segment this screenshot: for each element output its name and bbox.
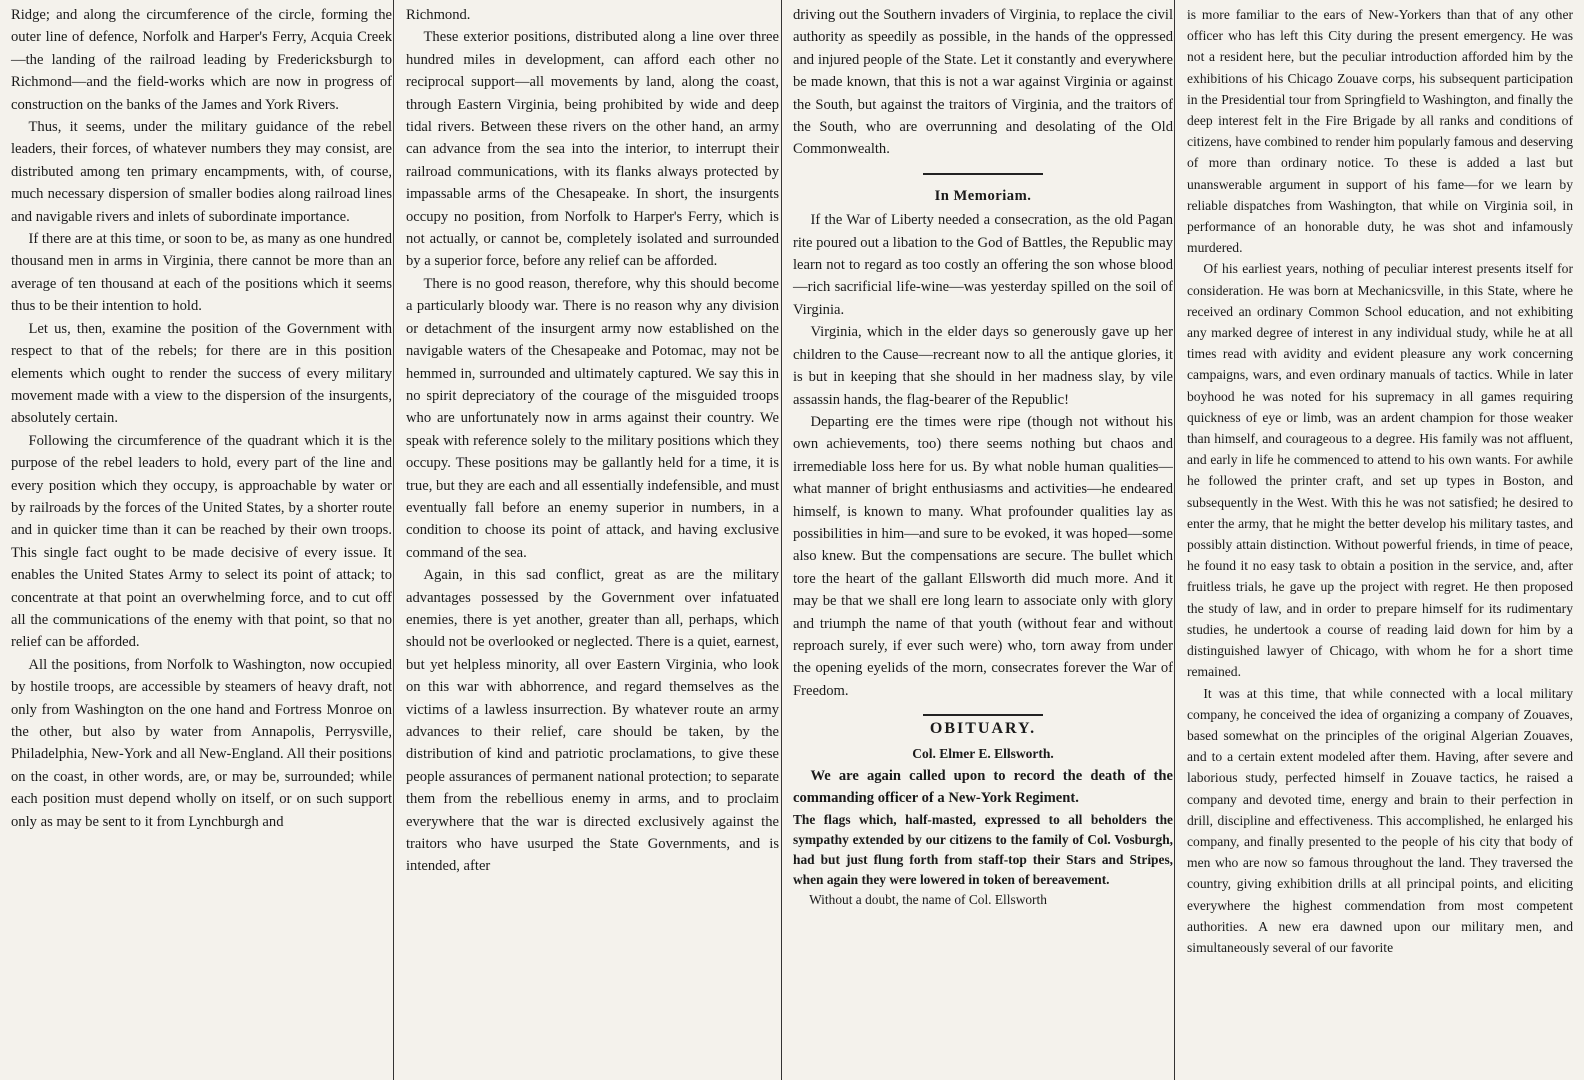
obituary-subhead: Col. Elmer E. Ellsworth.	[912, 745, 1054, 761]
paragraph: Thus, it seems, under the military guidance of the rebel leaders, their forces, of whatever numbers they may consist, are distributed among ten primary encampments, with, of course, much necessary dispersion of smaller bodies along railroad lines and navigable rivers and inlets of subordinate importance.	[11, 119, 392, 225]
paragraph: If there are at this time, or soon to be, as many as one hundred thousand men in arms in Virginia, there cannot be more than an average of ten thousand at each of the positions which it seems thus to be their intention to hold.	[11, 231, 392, 315]
paragraph: Virginia, which in the elder days so generously gave up her children to the Cause—recreant now to all the antique glories, it is but in keeping that she should in her madness slay, by vile assassin hands, the flag-bearer of the Republic!	[793, 324, 1173, 408]
paragraph: is more familiar to the ears of New-Yorkers than that of any other officer who has left this City during the present emergency. He was not a resident here, but the peculiar introduction afforded him by the exhibitions of his Chicago Zouave corps, his subsequent participation in the Presidential tour from Springfield to Washington, and finally the deep interest felt in the Fire Brigade by all ranks and conditions of citizens, have combined to render him popularly famous and deserving of more than ordinary notice. To these is added a last but unanswerable argument in support of his fame—for we learn by reliable dispatches from Washington, that while on Virginia soil, in performance of an honorable duty, he was shot and infamously murdered.	[1187, 7, 1573, 256]
paragraph: Without a doubt, the name of Col. Ellsworth	[809, 891, 1047, 907]
paragraph: Richmond.	[406, 7, 471, 23]
column-4	[1180, 0, 1580, 1080]
paragraph: These exterior positions, distributed along a line over three hundred miles in development, can afford each other no reciprocal support—all movements by land, along the coast, through Eastern Virginia, being prohibited by wide and deep tidal rivers. Between these rivers on the other hand, an army can advance from the sea into the interior, to interrupt their railroad communications, with its flanks always protected by impassable arms of the Chesapeake. In short, the insurgents occupy no position, from Norfolk to Harper's Ferry, which is not actually, or cannot be, completely isolated and surrounded by a superior force, before any relief can be afforded.	[406, 29, 779, 270]
column-3	[786, 0, 1180, 1080]
section-rule	[923, 714, 1043, 716]
paragraph: driving out the Southern invaders of Virginia, to replace the civil authority as speedily as possible, in the hands of the oppressed and injured people of the State. Let it constantly and everywhere be made known, that this is not a war against Virginia or against the South, but against the traitors of Virginia, and the traitors of the South, who are overrunning and desolating of the Old Commonwealth.	[793, 7, 1173, 158]
paragraph: Let us, then, examine the position of the Government with respect to that of the rebels; for there are in this position elements which ought to render the success of every military movement made with a view to the dispersion of the insurgents, absolutely certain.	[11, 320, 392, 427]
paragraph: All the positions, from Norfolk to Washington, now occupied by hostile troops, are accessible by steamers of heavy draft, not only from Washington on the one hand and Fortress Monroe on the other, but also by water from Annapolis, Perrysville, Philadelphia, New-York and all New-England. All their positions on the coast, in other words, are, or may be, surrounded; while each position must depend wholly on itself, or on such support only as may be sent to it from Lynchburgh and	[11, 656, 392, 830]
column-divider	[781, 0, 782, 1080]
paragraph: There is no good reason, therefore, why this should become a particularly bloody war. There is no reason why any division or detachment of the insurgent army now established on the navigable waters of the Chesapeake and Potomac, may not be hemmed in, surrounded and ultimately captured. We say this in no spirit depreciatory of the courage of the misguided troops who are unfortunately now in arms against their country. We speak with reference solely to the military positions which they occupy. These positions may be gallantly held for a time, it is true, but they are each and all essentially indefensible, and must eventually fall before an enemy superior in numbers, in a condition to choose its point of attack, and having exclusive command of the sea.	[406, 275, 779, 561]
paragraph: It was at this time, that while connected with a local military company, he conceived the idea of organizing a company of Zouaves, based somewhat on the principles of the original Algerian Zouaves, and to a certain extent modeled after them. Having, after severe and laborious study, perfected himself in Zouave tactics, he raised a company and devoted time, energy and brain to their perfection in drill, discipline and effectiveness. This accomplished, he enlarged his company, and finally presented to the people of his city that body of men who are now so famous throughout the land. They traversed the country, giving exhibition drills at all principal points, and eliciting everywhere the highest commendation from most competent authorities. A new era dawned upon our military men, and simultaneously several of our favorite	[1187, 685, 1573, 955]
column-1	[4, 0, 399, 1080]
paragraph: If the War of Liberty needed a consecration, as the old Pagan rite poured out a libation to the God of Battles, the Republic may learn not to regard as too costly an offering the son whose blood—rich sacrificial life-wine—was yesterday spilled on the soil of Virginia.	[793, 212, 1173, 318]
paragraph: Of his earliest years, nothing of peculiar interest presents itself for consideration. He was born at Mechanicsville, in this State, where he received an ordinary Common School education, and not exhibiting any marked degree of interest in any individual study, while he at all times read with avidity and evident pleasure any work concerning campaigns, wars, and even ordinary manuals of tactics. While in later boyhood he was noted for his supremacy in all games requiring quickness of eye or limb, was an ardent champion for those weaker than himself, and courageous to a degree. His family was not affluent, and early in life he commenced to attend to his own wants. For awhile he followed the printer craft, and set up types in Boston, and subsequently in the West. With this he was not satisfied; he desired to enter the army, that he might the better develop his military tastes, and possibly attain distinction. Without powerful friends, in time of peace, he found it no easy task to obtain a position in the service, and, after fruitless trials, he gave up the project with regret. He then proposed the study of law, and in order to prepare himself for its rudimentary studies, he undertook a course of reading laid down for him by a distinguished lawyer of Chicago, with whom he for a short time remained.	[1187, 261, 1573, 680]
paragraph: Again, in this sad conflict, great as are the military advantages possessed by the Government over infatuated enemies, there is yet another, greater than all, perhaps, which should not be overlooked or neglected. There is a quiet, earnest, but yet helpless minority, all over Eastern Virginia, who look on this war with abhorrence, and regard themselves as the victims of a lawless insurrection. By whatever route an army advances to their relief, care should be taken, by the distribution of kind and patriotic proclamations, to give these people assurances of permanent national protection; to separate them from the rebellious enemy in arms, and to proclaim everywhere that the war is directed exclusively against the traitors who have usurped the State Governments, and is intended, after	[406, 567, 779, 875]
section-rule	[923, 173, 1043, 175]
column-divider	[393, 0, 394, 1080]
memoriam-heading: In Memoriam.	[934, 187, 1032, 204]
paragraph: Ridge; and along the circumference of the circle, forming the outer line of defence, Norfolk and Harper's Ferry, Acquia Creek—the landing of the railroad leading by Fredericksburgh to Richmond—and the field-works which are now in progress of construction on the banks of the James and York Rivers.	[11, 7, 392, 113]
paragraph: Departing ere the times were ripe (though not without his own achievements, too) there seems nothing but chaos and irremediable loss here for us. By what noble human qualities—what manner of bright enthusiasms and activities—he endeared himself, is known to many. What profounder qualities lay as possibilities in him—and sure to be evoked, it was hoped—some also knew. But the compensations are secure. The bullet which tore the heart of the gallant Ellsworth did much more. And it may be that we shall ere long learn to associate only with glory and triumph the name of that youth (without fear and without reproach surely, if ever such were) who, torn away from under the opening eyelids of the morn, consecrates forever the War of Freedom.	[793, 413, 1173, 699]
paragraph: The flags which, half-masted, expressed to all beholders the sympathy extended by our citizens to the family of Col. Vosburgh, had but just flung forth from staff-top their Stars and Stripes, when again they were lowered in token of bereavement.	[793, 811, 1173, 887]
paragraph: Following the circumference of the quadrant which it is the purpose of the rebel leaders to hold, every part of the line and every position which they occupy, is approachable by water or by railroads by the forces of the United States, by a shorter route and in quicker time than it can be reached by their own troops. This single fact ought to be made decisive of every issue. It enables the United States Army to select its point of attack; to concentrate at that point an overwhelming force, and to cut off all the communications of the enemy with that point, so that no relief can be afforded.	[11, 432, 392, 651]
obituary-lead: We are again called upon to record the death of the commanding officer of a New-York Regiment.	[793, 768, 1173, 807]
obituary-heading: OBITUARY.	[929, 720, 1037, 738]
column-divider	[1174, 0, 1175, 1080]
column-2	[399, 0, 786, 1080]
